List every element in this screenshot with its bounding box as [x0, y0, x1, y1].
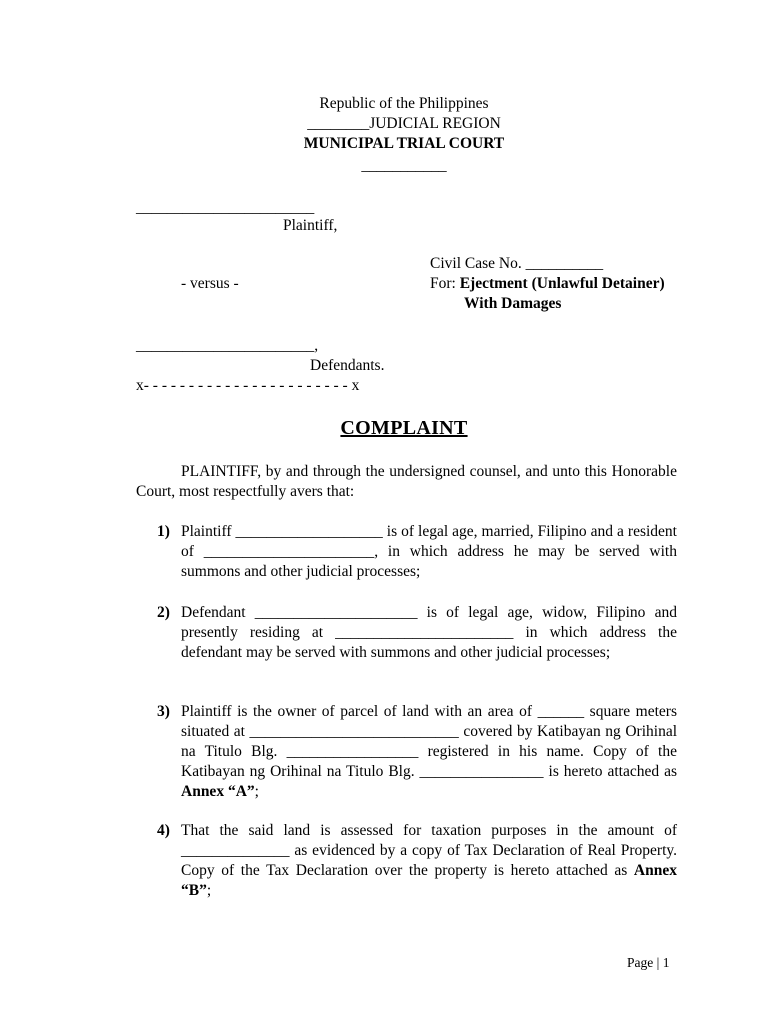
defendant-blank: _______________________,: [136, 337, 319, 354]
item-text-end: ;: [254, 783, 259, 800]
document-title: COMPLAINT: [340, 417, 468, 439]
plaintiff-label: Plaintiff,: [283, 217, 338, 234]
item-text: [181, 702, 677, 802]
defendant-label: Defendants.: [310, 357, 385, 374]
intro-paragraph: PLAINTIFF, by and through the undersigned counsel, and unto this Honorable Court, most respectfully avers that:: [136, 463, 677, 500]
annex-reference: Annex “B”: [181, 862, 677, 899]
case-nature-line1: Ejectment (Unlawful Detainer): [459, 275, 665, 292]
item-text: [181, 821, 677, 901]
header-court: MUNICIPAL TRIAL COURT: [303, 135, 505, 152]
item-text: Defendant _____________________ is of legal age, widow, Filipino and presently residing at _______________________ in which address the defendant may be served with summons and other judicial processes;: [181, 604, 677, 661]
versus-label: - versus -: [181, 275, 239, 292]
case-nature-line2: With Damages: [464, 295, 562, 312]
item-text-body: That the said land is assessed for taxation purposes in the amount of ______________ as evidenced by a copy of Tax Declaration of Real Property. Copy of the Tax Declaration over the property is hereto attached as: [181, 822, 677, 879]
caption-separator: x- - - - - - - - - - - - - - - - - - - - - - - x: [136, 377, 360, 394]
item-text-end: ;: [206, 882, 212, 899]
header-region: ________JUDICIAL REGION: [307, 115, 501, 132]
item-number: 2): [157, 604, 170, 621]
item-number: 1): [157, 523, 170, 540]
header-country: Republic of the Philippines: [319, 95, 489, 112]
item-text: Plaintiff ___________________ is of legal age, married, Filipino and a resident of ______________________, in which address he may be served with summons and other judicial processes;: [181, 523, 677, 580]
annex-reference: Annex “A”: [181, 783, 255, 800]
page-number: Page | 1: [627, 955, 670, 970]
header-branch: ___________: [361, 157, 447, 174]
for-label: For:: [430, 275, 456, 292]
plaintiff-blank: _______________________: [136, 199, 315, 216]
item-number: 4): [157, 822, 170, 839]
item-number: 3): [157, 703, 170, 720]
case-number: Civil Case No. __________: [430, 255, 604, 272]
item-text-body: Plaintiff is the owner of parcel of land with an area of ______ square meters situated at ___________________________ covered by Katibayan ng Orihinal na Titulo Blg. _________________ registered in his name. Copy of the Katibayan ng Orihinal na Titulo Blg. ________________ is hereto attached as: [181, 703, 677, 780]
case-nature: [430, 274, 665, 294]
